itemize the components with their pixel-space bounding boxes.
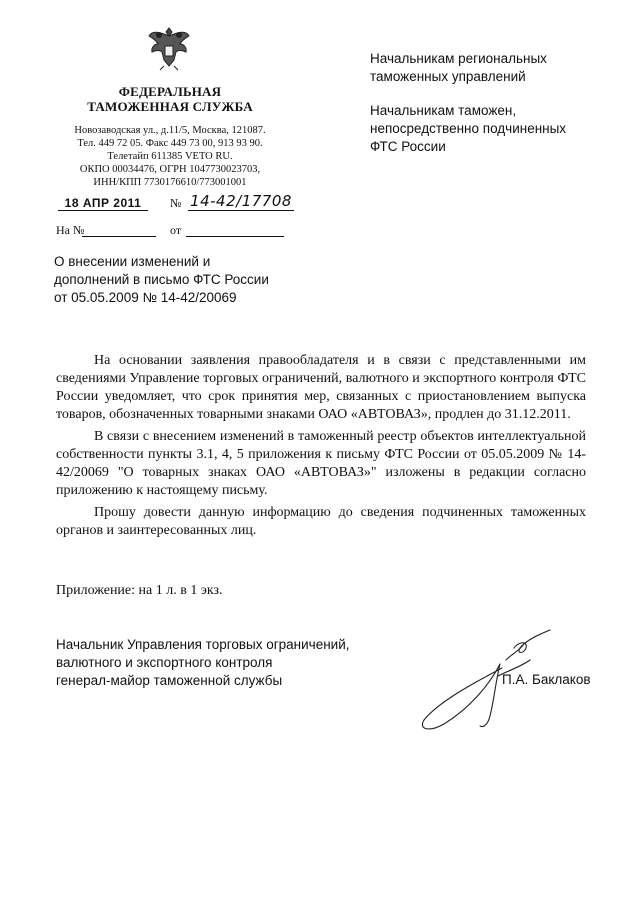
recipient-line: непосредственно подчиненных xyxy=(370,121,567,136)
recipient-line: Начальникам региональных xyxy=(370,51,547,66)
recipient-line: ФТС России xyxy=(370,139,446,154)
organization-name-line-2: ТАМОЖЕННАЯ СЛУЖБА xyxy=(87,99,253,114)
reference-date-label: от xyxy=(170,223,182,237)
attachment-note: Приложение: на 1 л. в 1 экз. xyxy=(56,583,223,598)
letter-body xyxy=(56,352,586,540)
address-line: Телетайп 611385 VETO RU. xyxy=(107,151,233,162)
organization-address xyxy=(52,124,288,189)
reference-line xyxy=(56,223,292,239)
organization-name xyxy=(60,84,280,114)
reference-number-label: На № xyxy=(56,223,85,237)
registration-date-stamp: 18 АПР 2011 xyxy=(58,196,148,211)
subject-line: от 05.05.2009 № 14-42/20069 xyxy=(54,290,237,305)
recipient-group xyxy=(370,50,610,86)
letter-subject xyxy=(54,253,314,307)
address-line: Новозаводская ул., д.11/5, Москва, 121087. xyxy=(74,125,266,136)
signatory-position-line: валютного и экспортного контроля xyxy=(56,655,273,670)
body-paragraph: На основании заявления правообладателя и в связи с представленными им сведениями Управление торговых ограничений, валютного и экспортного контроля ФТС России уведомляет, что срок принятия мер, связанных с приостановлением выпуска товаров, обозначенных товарными знаками ОАО «АВТОВАЗ», продлен до 31.12.2011. xyxy=(56,353,586,422)
address-line: ИНН/КПП 7730176610/773001001 xyxy=(93,177,247,188)
recipients-block xyxy=(370,50,610,172)
reference-number-blank xyxy=(82,236,156,237)
signer-name: П.А. Баклаков xyxy=(502,672,591,687)
organization-name-line-1: ФЕДЕРАЛЬНАЯ xyxy=(118,84,222,99)
reference-date-blank xyxy=(186,236,284,237)
subject-line: О внесении изменений и xyxy=(54,254,211,269)
address-line: Тел. 449 72 05. Факс 449 73 00, 913 93 90. xyxy=(77,138,263,149)
signatory-position-line: Начальник Управления торговых ограничений, xyxy=(56,637,350,652)
signatory-position xyxy=(56,636,396,690)
address-line: ОКПО 00034476, ОГРН 1047730023703, xyxy=(79,164,261,175)
double-headed-eagle-emblem-icon xyxy=(146,22,192,72)
body-paragraph: Прошу довести данную информацию до сведения подчиненных таможенных органов и заинтересованных лиц. xyxy=(56,505,586,538)
signatory-position-line: генерал-майор таможенной службы xyxy=(56,673,283,688)
recipient-line: таможенных управлений xyxy=(370,69,526,84)
recipient-group xyxy=(370,102,610,156)
registration-number: 14-42/17708 xyxy=(188,192,294,211)
recipient-line: Начальникам таможен, xyxy=(370,103,517,118)
subject-line: дополнений в письмо ФТС России xyxy=(54,272,269,287)
registration-number-label: № xyxy=(170,196,182,210)
registration-line xyxy=(56,192,292,214)
body-paragraph: В связи с внесением изменений в таможенный реестр объектов интеллектуальной собственности пункты 3.1, 4, 5 приложения к письму ФТС России от 05.05.2009 № 14-42/20069 "О товарных знаках ОАО «АВТОВАЗ»" изложены в редакции согласно приложению к настоящему письму. xyxy=(56,429,586,498)
